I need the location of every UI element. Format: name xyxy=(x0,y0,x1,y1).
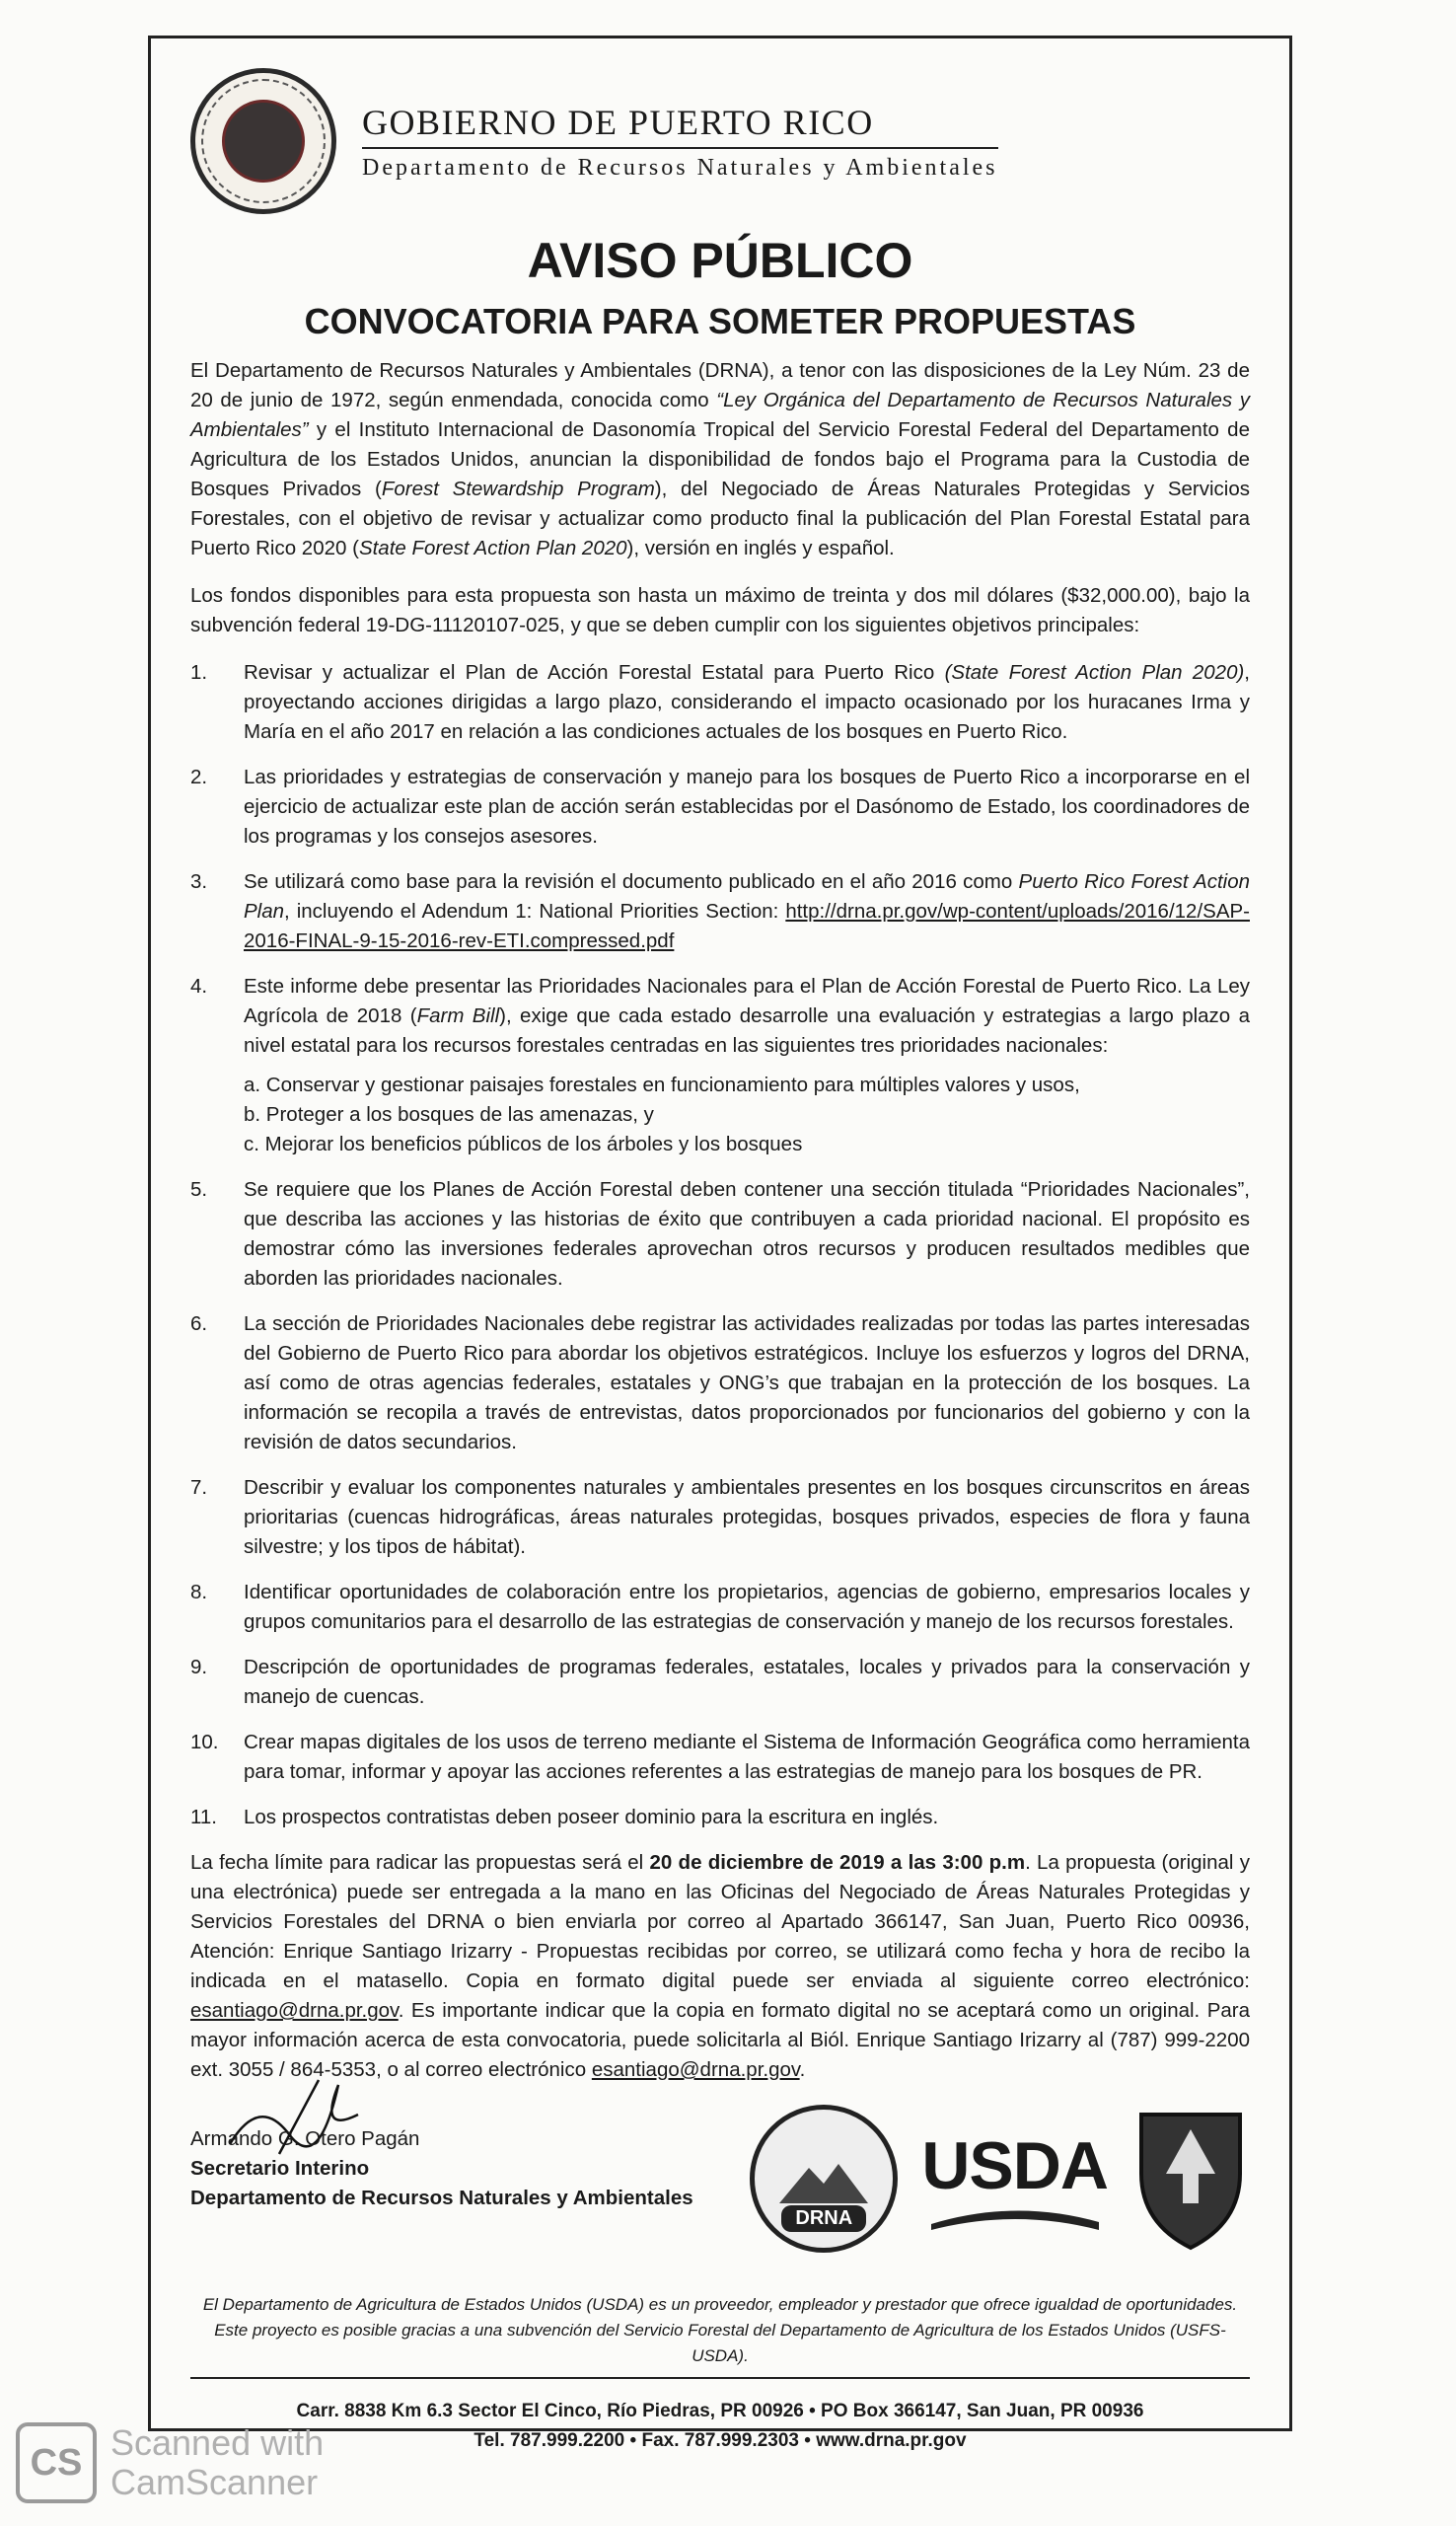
list-item: 10. Crear mapas digitales de los usos de terreno mediante el Sistema de Información Geográfica como herramienta para tomar, informar y apoyar las acciones referentes a las estrategias de manejo para los bosques de PR. xyxy=(190,1731,1250,1783)
list-item: 8. Identificar oportunidades de colaboración entre los propietarios, agencias de gobierno, empresarios locales y grupos comunitarios para el desarrollo de las estrategias de conservación y manejo de los recursos forestales. xyxy=(190,1581,1250,1633)
email-link[interactable]: esantiago@drna.pr.gov xyxy=(591,2058,800,2081)
forest-service-shield-icon xyxy=(1131,2105,1250,2253)
signature-and-logos xyxy=(190,2105,1250,2253)
notice-subtitle: CONVOCATORIA PARA SOMETER PROPUESTAS xyxy=(304,301,1136,341)
sub-item: c. Mejorar los beneficios públicos de los árboles y los bosques xyxy=(244,1133,803,1155)
sub-item: b. Proteger a los bosques de las amenazas, y xyxy=(244,1103,654,1126)
mountain-icon xyxy=(779,2156,868,2205)
department-address: Carr. 8838 Km 6.3 Sector El Cinco, Río Piedras, PR 00926 • PO Box 366147, San Juan, PR 00936 Tel. 787.999.2200 • Fax. 787.999.2303 • www.drna.pr.gov xyxy=(296,2401,1144,2451)
list-item: 3. Se utilizará como base para la revisión el documento publicado en el año 2016 como Puerto Rico Forest Action Plan, incluyendo el Adendum 1: National Priorities Section: http://drna.pr.gov/wp-content/uploads/2016/12/SAP-2016-FINAL-9-15-2016-rev-ETI.compressed.pdf xyxy=(190,870,1251,952)
department-subtitle: Departamento de Recursos Naturales y Ambientales xyxy=(362,154,998,181)
email-link[interactable]: esantiago@drna.pr.gov xyxy=(190,1999,399,2022)
signer-department: Departamento de Recursos Naturales y Ambientales xyxy=(190,2187,693,2209)
agency-logos xyxy=(750,2105,1250,2253)
usda-logo xyxy=(921,2127,1108,2230)
list-item: 2. Las prioridades y estrategias de conservación y manejo para los bosques de Puerto Rico a incorporarse en el ejercicio de actualizar este plan de acción serán establecidas por el Dasónomo de Estado, los coordinadores de los programas y los consejos asesores. xyxy=(190,766,1250,848)
usda-swoosh-icon xyxy=(931,2204,1099,2230)
equal-opportunity-disclaimer: El Departamento de Agricultura de Estados Unidos (USDA) es un proveedor, empleador y prestador que ofrece igualdad de oportunidades. Este proyecto es posible gracias a una subvención del Servicio Forestal del Departamento de Agricultura de los Estados Unidos (USFS-USDA). xyxy=(190,2292,1250,2379)
deadline-paragraph: La fecha límite para radicar las propuestas será el 20 de diciembre de 2019 a las 3:00 p.m. La propuesta (original y una electrónica) puede ser entregada a la mano en las Oficinas del Negociado de Áreas Naturales Protegidas y Servicios Forestales del DRNA o bien enviarla por correo al Apartado 366147, San Juan, Puerto Rico 00936, Atención: Enrique Santiago Irizarry - Propuestas recibidas por correo, se utilizará como fecha y hora de recibo la indicada en el matasello. Copia en formato digital puede ser enviada al siguiente correo electrónico: esantiago@drna.pr.gov. Es importante indicar que la copia en formato digital no se aceptará como un original. Para mayor información acerca de esta convocatoria, puede solicitarla al Biól. Enrique Santiago Irizarry al (787) 999-2200 ext. 3055 / 864-5353, o al correo electrónico esantiago@drna.pr.gov. xyxy=(190,1851,1250,2081)
signer-title: Secretario Interino xyxy=(190,2157,370,2180)
sub-item: a. Conservar y gestionar paisajes forestales en funcionamiento para múltiples valores y usos, xyxy=(244,1074,1080,1096)
funds-paragraph: Los fondos disponibles para esta propuesta son hasta un máximo de treinta y dos mil dólares ($32,000.00), bajo la subvención federal 19-DG-11120107-025, y que se deben cumplir con los siguientes objetivos principales: xyxy=(190,584,1250,636)
notice-frame xyxy=(148,36,1292,2451)
usda-label: USDA xyxy=(921,2128,1108,2203)
letterhead xyxy=(190,62,1250,220)
list-item: 5. Se requiere que los Planes de Acción Forestal deben contener una sección titulada “Prioridades Nacionales”, que describa las acciones y las historias de éxito que contribuyen a cada prioridad nacional. El propósito es demostrar cómo las inversiones federales aprovechan otros recursos y producen resultados medibles que aborden las prioridades nacionales. xyxy=(190,1178,1250,1290)
seal-ring xyxy=(201,79,326,203)
letterhead-text xyxy=(362,102,998,182)
national-priorities-list xyxy=(244,1071,1250,1159)
plan-document-link[interactable]: http://drna.pr.gov/wp-content/uploads/2016/12/SAP-2016-FINAL-9-15-2016-rev-ETI.compressed.pdf xyxy=(244,900,1250,952)
drna-logo xyxy=(750,2105,898,2253)
list-item: 11. Los prospectos contratistas deben poseer dominio para la escritura en inglés. xyxy=(190,1806,939,1828)
government-title: GOBIERNO DE PUERTO RICO xyxy=(362,102,998,149)
list-item: 9. Descripción de oportunidades de programas federales, estatales, locales y privados para la conservación y manejo de cuencas. xyxy=(190,1656,1250,1708)
camscanner-icon: CS xyxy=(16,2422,97,2503)
scanner-watermark xyxy=(16,2422,324,2503)
intro-paragraph: El Departamento de Recursos Naturales y Ambientales (DRNA), a tenor con las disposiciones de la Ley Núm. 23 de 20 de junio de 1972, según enmendada, conocida como “Ley Orgánica del Departamento de Recursos Naturales y Ambientales” y el Instituto Internacional de Dasonomía Tropical del Servicio Forestal Federal del Departamento de Agricultura de los Estados Unidos, anuncian la disponibilidad de fondos bajo el Programa para la Custodia de Bosques Privados (Forest Stewardship Program), del Negociado de Áreas Naturales Protegidas y Servicios Forestales, con el objetivo de revisar y actualizar como producto final la publicación del Plan Forestal Estatal para Puerto Rico 2020 (State Forest Action Plan 2020), versión en inglés y español. xyxy=(190,359,1251,559)
signature-block xyxy=(190,2124,693,2213)
objectives-list xyxy=(190,658,1250,1832)
list-item: 1. Revisar y actualizar el Plan de Acción Forestal Estatal para Puerto Rico (State Forest Action Plan 2020), proyectando acciones dirigidas a largo plazo, considerando el impacto ocasionado por los huracanes Irma y María en el año 2017 en relación a las condiciones actuales de los bosques en Puerto Rico. xyxy=(190,661,1250,743)
list-item: 4. Este informe debe presentar las Prioridades Nacionales para el Plan de Acción Forestal de Puerto Rico. La Ley Agrícola de 2018 (Farm Bill), exige que cada estado desarrolle una evaluación y estrategias a largo plazo a nivel estatal para los recursos forestales centradas en las siguientes tres prioridades nacionales: a. Conservar y gestionar paisajes forestales en funcionamiento para múltiples valores y usos, b. Proteger a los bosques de las amenazas, y c. Mejorar los beneficios públicos de los árboles y los bosques xyxy=(190,972,1250,1159)
list-item: 6. La sección de Prioridades Nacionales debe registrar las actividades realizadas por todas las partes interesadas del Gobierno de Puerto Rico para abordar los objetivos estratégicos. Incluye los esfuerzos y logros del DRNA, así como de otras agencias federales, estatales y ONG’s que trabajan en la protección de los bosques. La información se recopila a través de entrevistas, datos proporcionados por funcionarios del gobierno y con la revisión de datos secundarios. xyxy=(190,1312,1250,1453)
notice-title: AVISO PÚBLICO xyxy=(527,233,913,288)
notice-content xyxy=(190,62,1250,2456)
deadline-date: 20 de diciembre de 2019 a las 3:00 p.m xyxy=(649,1851,1026,1874)
signer-name: Armando G. Otero Pagán xyxy=(190,2127,420,2150)
drna-label: DRNA xyxy=(781,2205,866,2232)
government-seal-icon xyxy=(190,68,336,214)
watermark-text: Scanned with CamScanner xyxy=(110,2422,325,2502)
list-item: 7. Describir y evaluar los componentes naturales y ambientales presentes en los bosques circunscritos en áreas prioritarias (cuencas hidrográficas, áreas naturales protegidas, bosques privados, especies de flora y fauna silvestre; y los tipos de hábitat). xyxy=(190,1476,1250,1558)
